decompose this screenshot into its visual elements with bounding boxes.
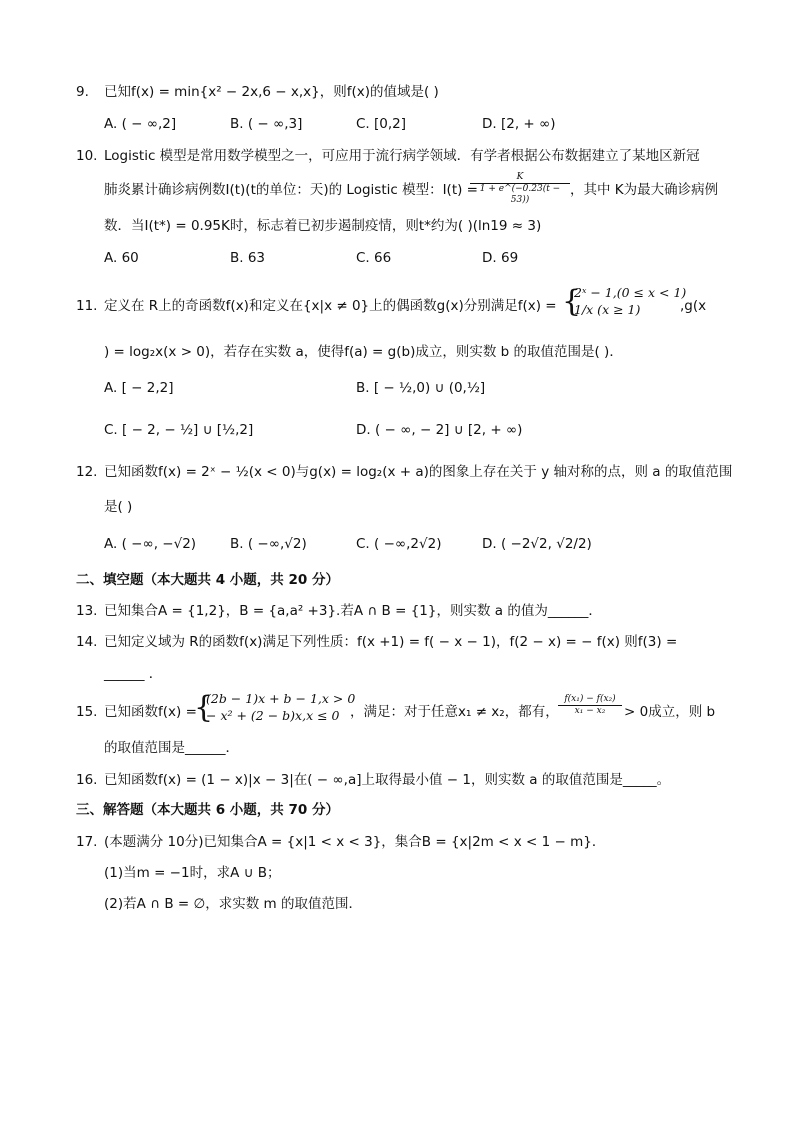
question-stem-line1: 已知函数f(x) = 2ˣ − ½(x < 0)与g(x) = log₂(x + a)的图象上存在关于 y 轴对称的点，则 a 的取值范围 bbox=[104, 464, 733, 480]
question-number: 16. bbox=[76, 772, 98, 788]
question-stem-line1b: ，满足：对于任意x₁ ≠ x₂，都有， bbox=[350, 704, 559, 720]
question-number: 11. bbox=[76, 298, 98, 314]
option-c: C. ( −∞,2√2) bbox=[356, 536, 442, 552]
question-stem: 已知f(x) = min{x² − 2x,6 − x,x}，则f(x)的值域是( ) bbox=[104, 84, 439, 100]
fraction-numerator: K bbox=[516, 172, 524, 182]
fraction-denominator: x₁ − x₂ bbox=[558, 705, 622, 717]
question-stem-line1: 已知定义域为 R的函数f(x)满足下列性质：f(x +1) = f( − x − 1)，f(2 − x) = − f(x) 则f(3) = bbox=[104, 634, 678, 650]
question-number: 14. bbox=[76, 634, 98, 650]
piecewise-case-2: − x² + (2 − b)x,x ≤ 0 bbox=[206, 708, 340, 723]
question-stem-line1a: 定义在 R上的奇函数f(x)和定义在{x|x ≠ 0}上的偶函数g(x)分别满足f(x) = bbox=[104, 298, 557, 314]
option-a: A. ( −∞, −√2) bbox=[104, 536, 197, 552]
question-stem-line2: ______ ． bbox=[104, 666, 163, 682]
fraction-logistic bbox=[470, 172, 570, 206]
section-heading-fill-in: 二、填空题（本大题共 4 小题，共 20 分） bbox=[76, 572, 339, 588]
question-stem-line1c: > 0成立，则 b bbox=[624, 704, 716, 720]
question-number: 10. bbox=[76, 148, 98, 164]
question-stem-line2: 的取值范围是______． bbox=[104, 740, 239, 756]
option-d: D. 69 bbox=[482, 250, 519, 266]
brace-icon: { bbox=[194, 690, 214, 725]
option-a: A. [ − 2,2] bbox=[104, 380, 174, 396]
option-d: D. ( −2√2, √2/2) bbox=[482, 536, 592, 552]
option-c: C. [ − 2, − ½] ∪ [½,2] bbox=[104, 422, 254, 438]
option-a: A. 60 bbox=[104, 250, 139, 266]
question-stem-line1: Logistic 模型是常用数学模型之一，可应用于流行病学领域．有学者根据公布数据建立了某地区新冠 bbox=[104, 148, 700, 164]
question-stem: 已知函数f(x) = (1 − x)|x − 3|在( − ∞,a]上取得最小值 − 1，则实数 a 的取值范围是_____。 bbox=[104, 772, 671, 788]
question-stem-line3: 数．当I(t*) = 0.95K时，标志着已初步遏制疫情，则t*约为( )(ln19 ≈ 3) bbox=[104, 218, 542, 234]
question-stem-line2a: 肺炎累计确诊病例数I(t)(t的单位：天)的 Logistic 模型：I(t) = bbox=[104, 182, 478, 198]
question-stem-line2: 是( ) bbox=[104, 499, 133, 515]
option-b: B. [ − ½,0) ∪ (0,½] bbox=[356, 380, 486, 396]
question-number: 15. bbox=[76, 704, 98, 720]
question-stem-line1a: 已知函数f(x) = bbox=[104, 704, 197, 720]
fraction-numerator: f(x₁) − f(x₂) bbox=[564, 694, 616, 704]
option-b: B. 63 bbox=[230, 250, 266, 266]
question-part-1: (1)当m = −1时，求A ∪ B； bbox=[104, 865, 281, 881]
fraction-difference-quotient bbox=[558, 694, 622, 717]
option-d: D. [2, + ∞) bbox=[482, 116, 556, 132]
question-number: 13. bbox=[76, 603, 98, 619]
option-c: C. [0,2] bbox=[356, 116, 407, 132]
question-stem-line1: (本题满分 10分)已知集合A = {x|1 < x < 3}，集合B = {x|2m < x < 1 − m}． bbox=[104, 834, 606, 850]
option-a: A. ( − ∞,2] bbox=[104, 116, 177, 132]
option-d: D. ( − ∞, − 2] ∪ [2, + ∞) bbox=[356, 422, 523, 438]
section-heading-answer: 三、解答题（本大题共 6 小题，共 70 分） bbox=[76, 802, 339, 818]
question-stem-line1b: ,g(x bbox=[680, 298, 707, 314]
question-stem: 已知集合A = {1,2}，B = {a,a² +3}.若A ∩ B = {1}，则实数 a 的值为______． bbox=[104, 603, 602, 619]
question-number: 12. bbox=[76, 464, 98, 480]
option-b: B. ( −∞,√2) bbox=[230, 536, 307, 552]
brace-icon: { bbox=[562, 284, 582, 319]
option-b: B. ( − ∞,3] bbox=[230, 116, 303, 132]
piecewise-case-1: (2b − 1)x + b − 1,x > 0 bbox=[206, 691, 356, 706]
piecewise-case-2: 1/x (x ≥ 1) bbox=[574, 302, 641, 317]
fraction-denominator: 1 + e^(−0.23(t − 53)) bbox=[470, 183, 570, 206]
question-number: 17. bbox=[76, 834, 98, 850]
question-number: 9. bbox=[76, 84, 89, 100]
question-stem-line2: ) = log₂x(x > 0)，若存在实数 a，使得f(a) = g(b)成立，则实数 b 的取值范围是( )． bbox=[104, 344, 623, 360]
question-stem-line2b: ，其中 K为最大确诊病例 bbox=[570, 182, 719, 198]
option-c: C. 66 bbox=[356, 250, 392, 266]
question-part-2: (2)若A ∩ B = ∅，求实数 m 的取值范围． bbox=[104, 896, 362, 912]
piecewise-case-1: 2ˣ − 1,(0 ≤ x < 1) bbox=[574, 285, 687, 300]
